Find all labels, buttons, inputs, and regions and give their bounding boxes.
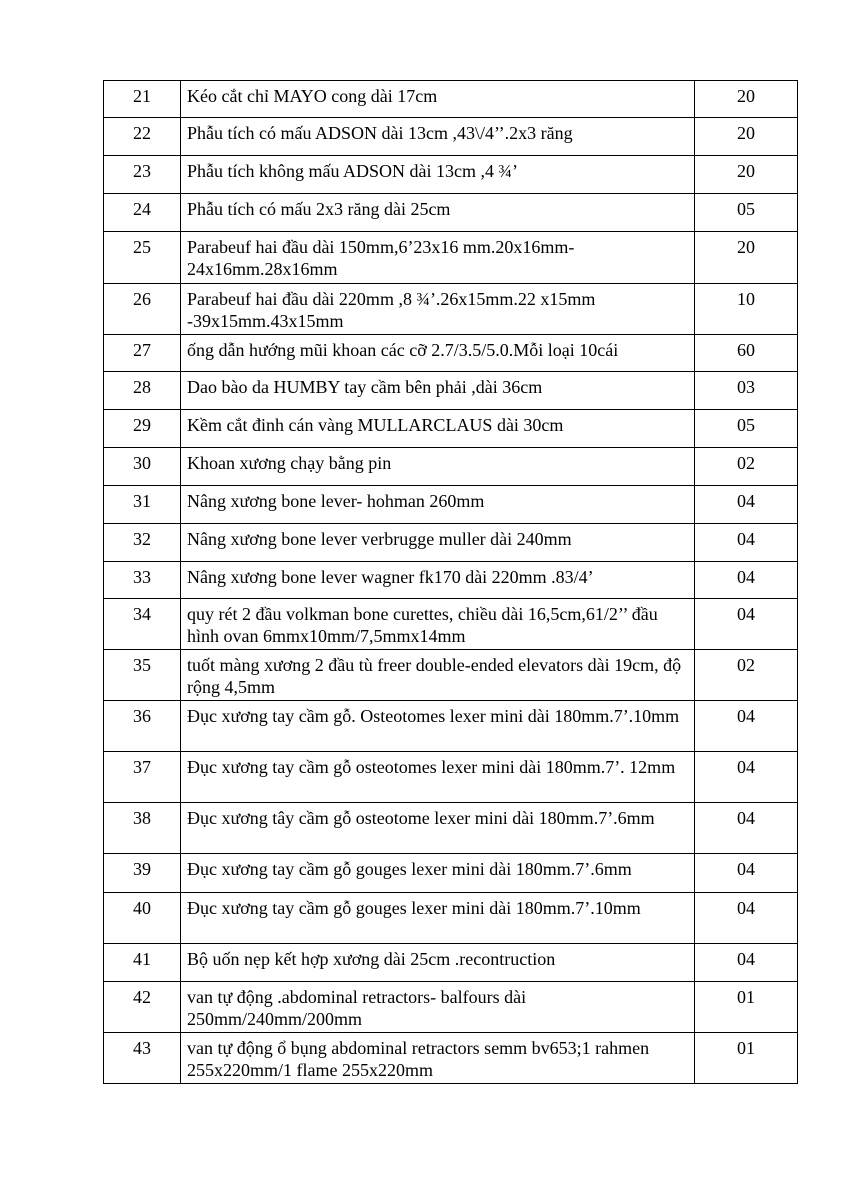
table-row (104, 372, 798, 410)
item-quantity: 20 (695, 156, 798, 194)
item-description: Kéo cắt chỉ MAYO cong dài 17cm (181, 81, 695, 118)
table-row (104, 284, 798, 335)
item-quantity: 04 (695, 701, 798, 752)
item-quantity: 04 (695, 752, 798, 803)
row-number: 41 (104, 944, 181, 982)
item-description: Khoan xương chạy bằng pin (181, 448, 695, 486)
table-row (104, 944, 798, 982)
table-row (104, 81, 798, 118)
item-description: Đục xương tay cầm gỗ osteotomes lexer mini dài 180mm.7’. 12mm (181, 752, 695, 803)
row-number: 39 (104, 854, 181, 893)
item-description: Đục xương tay cầm gỗ gouges lexer mini dài 180mm.7’.6mm (181, 854, 695, 893)
row-number: 23 (104, 156, 181, 194)
item-quantity: 20 (695, 118, 798, 156)
item-quantity: 10 (695, 284, 798, 335)
table-row (104, 448, 798, 486)
row-number: 28 (104, 372, 181, 410)
table-row (104, 1033, 798, 1084)
equipment-table (103, 80, 798, 1084)
row-number: 24 (104, 194, 181, 232)
row-number: 31 (104, 486, 181, 524)
item-description: van tự động ổ bụng abdominal retractors semm bv653;1 rahmen 255x220mm/1 flame 255x220mm (181, 1033, 695, 1084)
row-number: 32 (104, 524, 181, 562)
item-description: Nâng xương bone lever verbrugge muller dài 240mm (181, 524, 695, 562)
table-row (104, 232, 798, 284)
row-number: 33 (104, 562, 181, 599)
item-quantity: 04 (695, 944, 798, 982)
item-quantity: 02 (695, 448, 798, 486)
item-quantity: 04 (695, 486, 798, 524)
item-quantity: 60 (695, 335, 798, 372)
row-number: 38 (104, 803, 181, 854)
item-quantity: 05 (695, 410, 798, 448)
item-description: Parabeuf hai đầu dài 220mm ,8 ¾’.26x15mm.22 x15mm -39x15mm.43x15mm (181, 284, 695, 335)
item-description: Kềm cắt đinh cán vàng MULLARCLAUS dài 30cm (181, 410, 695, 448)
row-number: 37 (104, 752, 181, 803)
item-quantity: 20 (695, 232, 798, 284)
item-quantity: 04 (695, 562, 798, 599)
table-row (104, 650, 798, 701)
table-row (104, 803, 798, 854)
item-description: Phẫu tích không mấu ADSON dài 13cm ,4 ¾’ (181, 156, 695, 194)
equipment-table-body (104, 81, 798, 1084)
item-description: Đục xương tây cầm gỗ osteotome lexer mini dài 180mm.7’.6mm (181, 803, 695, 854)
item-description: Dao bào da HUMBY tay cầm bên phải ,dài 36cm (181, 372, 695, 410)
table-row (104, 982, 798, 1033)
row-number: 29 (104, 410, 181, 448)
item-quantity: 04 (695, 524, 798, 562)
table-row (104, 194, 798, 232)
item-description: Đục xương tay cầm gỗ. Osteotomes lexer mini dài 180mm.7’.10mm (181, 701, 695, 752)
item-description: tuốt màng xương 2 đầu tù freer double-ended elevators dài 19cm, độ rộng 4,5mm (181, 650, 695, 701)
item-quantity: 20 (695, 81, 798, 118)
item-description: Parabeuf hai đầu dài 150mm,6’23x16 mm.20x16mm-24x16mm.28x16mm (181, 232, 695, 284)
item-quantity: 05 (695, 194, 798, 232)
row-number: 25 (104, 232, 181, 284)
item-quantity: 04 (695, 599, 798, 650)
table-row (104, 752, 798, 803)
item-description: Nâng xương bone lever wagner fk170 dài 220mm .83/4’ (181, 562, 695, 599)
row-number: 42 (104, 982, 181, 1033)
row-number: 21 (104, 81, 181, 118)
table-row (104, 118, 798, 156)
item-quantity: 03 (695, 372, 798, 410)
table-row (104, 854, 798, 893)
item-description: Phẫu tích có mấu 2x3 răng dài 25cm (181, 194, 695, 232)
table-row (104, 893, 798, 944)
item-description: quy rét 2 đầu volkman bone curettes, chiều dài 16,5cm,61/2’’ đầu hình ovan 6mmx10mm/7,5mmx14mm (181, 599, 695, 650)
row-number: 40 (104, 893, 181, 944)
table-row (104, 524, 798, 562)
row-number: 30 (104, 448, 181, 486)
row-number: 26 (104, 284, 181, 335)
row-number: 27 (104, 335, 181, 372)
table-row (104, 701, 798, 752)
item-quantity: 02 (695, 650, 798, 701)
table-row (104, 599, 798, 650)
table-row (104, 335, 798, 372)
item-quantity: 01 (695, 982, 798, 1033)
item-quantity: 04 (695, 854, 798, 893)
row-number: 34 (104, 599, 181, 650)
item-description: van tự động .abdominal retractors- balfours dài 250mm/240mm/200mm (181, 982, 695, 1033)
item-description: ống dẫn hướng mũi khoan các cỡ 2.7/3.5/5.0.Mỗi loại 10cái (181, 335, 695, 372)
item-description: Đục xương tay cầm gỗ gouges lexer mini dài 180mm.7’.10mm (181, 893, 695, 944)
row-number: 35 (104, 650, 181, 701)
item-description: Bộ uốn nẹp kết hợp xương dài 25cm .recontruction (181, 944, 695, 982)
item-quantity: 01 (695, 1033, 798, 1084)
item-description: Phẫu tích có mấu ADSON dài 13cm ,43\/4’’.2x3 răng (181, 118, 695, 156)
item-quantity: 04 (695, 893, 798, 944)
table-row (104, 486, 798, 524)
row-number: 36 (104, 701, 181, 752)
table-row (104, 410, 798, 448)
table-row (104, 562, 798, 599)
item-description: Nâng xương bone lever- hohman 260mm (181, 486, 695, 524)
table-row (104, 156, 798, 194)
row-number: 22 (104, 118, 181, 156)
row-number: 43 (104, 1033, 181, 1084)
item-quantity: 04 (695, 803, 798, 854)
